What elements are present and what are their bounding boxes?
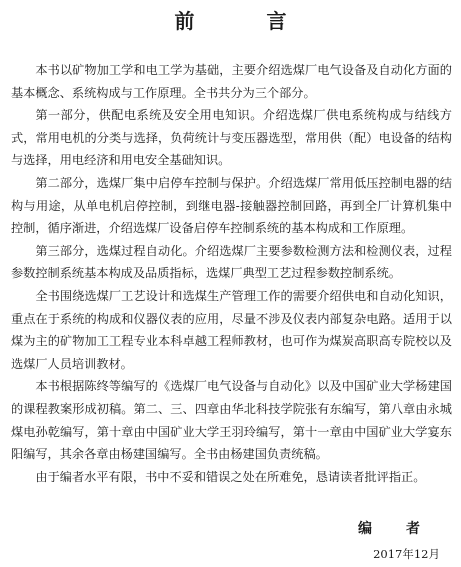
paragraph-part-three: 第三部分，选煤过程自动化。介绍选煤厂主要参数检测方法和检测仪表，过程参数控制系统基本构成及品质指标，选煤厂典型工艺过程参数控制系统。 xyxy=(11,243,452,281)
paragraph-scope: 全书围绕选煤厂工艺设计和选煤生产管理工作的需要介绍供电和自动化知识，重点在于系统的构成和仪器仪表的应用，尽量不涉及仪表内部复杂电路。适用于以煤为主的矿物加工工程专业本科卓越工程师教材，也可作为煤炭高职高专院校以及选煤厂人员培训教材。 xyxy=(11,288,452,371)
date-line: 2017年12月 xyxy=(373,547,440,561)
paragraph-part-one: 第一部分，供配电系统及安全用电知识。介绍选煤厂供电系统构成与结线方式，常用电机的分类与选择，负荷统计与变压器选型，常用供（配）电设备的结构与选择，用电经济和用电安全基础知识。 xyxy=(11,108,452,168)
signature: 编 者 xyxy=(358,521,430,537)
page-title: 前 言 xyxy=(174,9,313,33)
paragraph-closing: 由于编者水平有限，书中不妥和错误之处在所难免，恳请读者批评指正。 xyxy=(35,469,426,484)
preface-body xyxy=(11,59,452,488)
paragraph-authors: 本书根据陈终等编写的《选煤厂电气设备与自动化》以及中国矿业大学杨建国的课程教案形成初稿。第二、三、四章由华北科技学院张有东编写，第八章由永城煤电孙乾编写，第十章由中国矿业大学王羽玲编写，第十一章由中国矿业大学宴东阳编写，其余各章由杨建国编写。全书由杨建国负责统稿。 xyxy=(11,379,452,462)
paragraph-intro: 本书以矿物加工学和电工学为基础，主要介绍选煤厂电气设备及自动化方面的基本概念、系统构成与工作原理。全书共分为三个部分。 xyxy=(11,63,452,100)
paragraph-part-two: 第二部分，选煤厂集中启停车控制与保护。介绍选煤厂常用低压控制电器的结构与用途，从单电机启停控制，到继电器-接触器控制回路，再到全厂计算机集中控制，循序渐进，介绍选煤厂设备启停车控制系统的基本构成和工作原理。 xyxy=(11,175,452,236)
